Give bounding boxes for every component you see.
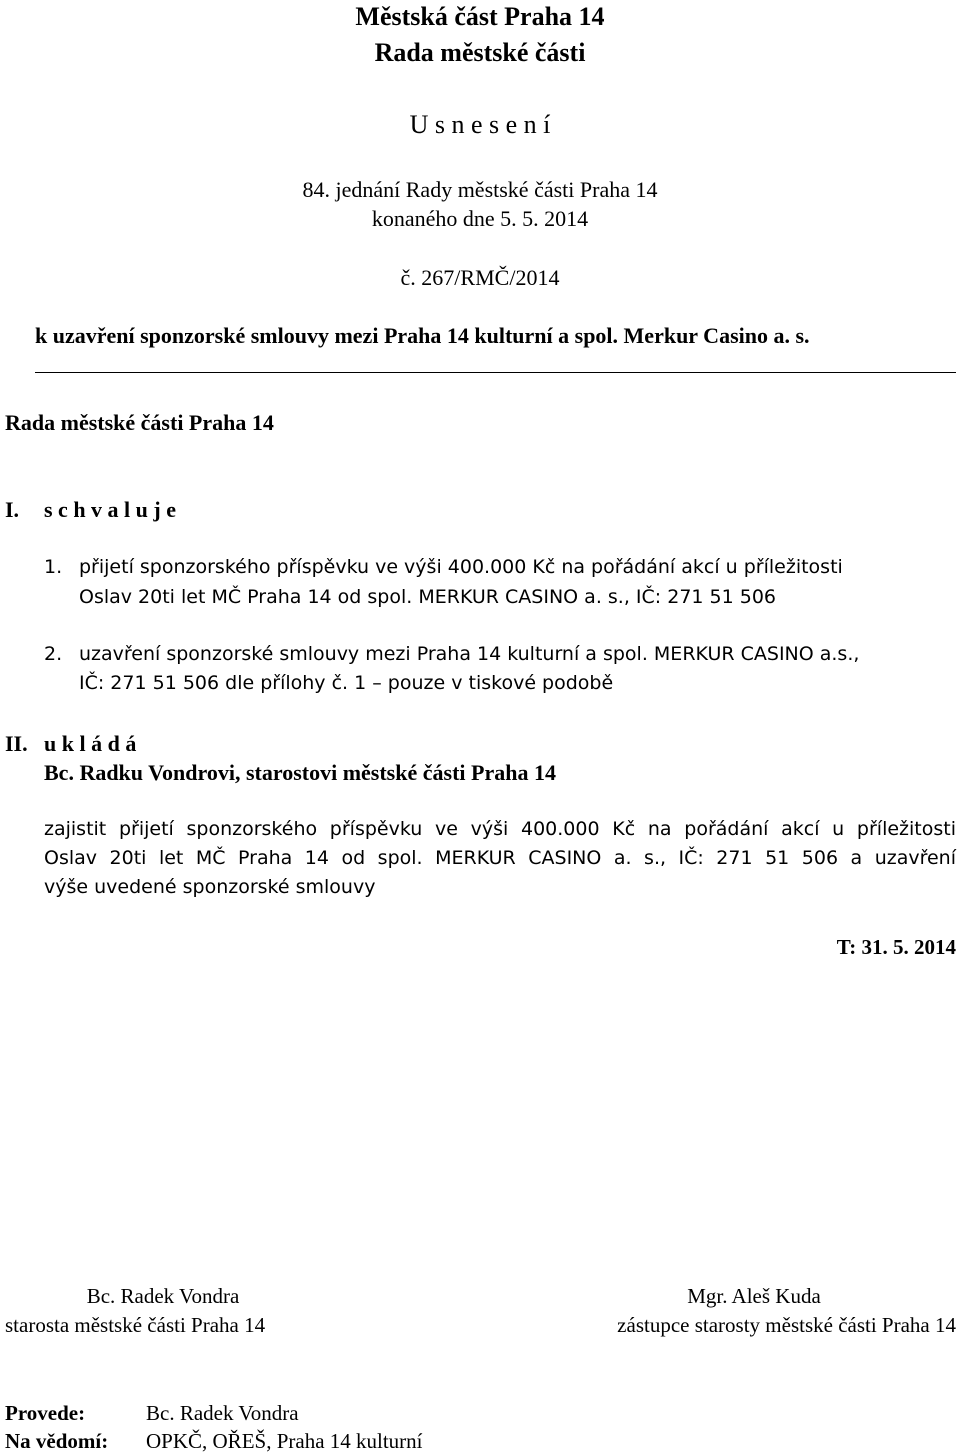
item-1-line-1: přijetí sponzorského příspěvku ve výši 400.000 Kč na pořádání akcí u příležitosti	[79, 556, 843, 578]
meeting-line: 84. jednání Rady městské části Praha 14	[302, 177, 658, 202]
section-1-numeral: I.	[5, 497, 20, 522]
left-signatory-name: Bc. Radek Vondra	[86, 1284, 240, 1308]
provede-label: Provede:	[5, 1401, 86, 1425]
provede-value: Bc. Radek Vondra	[146, 1401, 299, 1425]
item-2-line-2: IČ: 271 51 506 dle přílohy č. 1 – pouze v tiskové podobě	[79, 672, 614, 694]
section-2-verb: u k l á d á	[44, 731, 137, 756]
section-2-numeral: II.	[5, 731, 28, 756]
task-line-3: výše uvedené sponzorské smlouvy	[44, 876, 376, 898]
resolution-subject: k uzavření sponzorské smlouvy mezi Praha 14 kulturní a spol. Merkur Casino a. s.	[35, 323, 810, 348]
right-signatory-title: zástupce starosty městské části Praha 14	[617, 1313, 956, 1337]
council-title: Rada městské části	[374, 38, 586, 67]
task-line-1: zajistit přijetí sponzorského příspěvku ve výši 400.000 Kč na pořádání akcí u příležitosti	[44, 818, 956, 840]
task-line-2: Oslav 20ti let MČ Praha 14 od spol. MERKUR CASINO a. s., IČ: 271 51 506 a uzavření	[44, 847, 956, 869]
item-2-line-1: uzavření sponzorské smlouvy mezi Praha 14 kulturní a spol. MERKUR CASINO a.s.,	[79, 643, 860, 665]
item-2-number: 2.	[44, 643, 63, 665]
municipality-title: Městská část Praha 14	[355, 2, 605, 31]
section-2-addressee: Bc. Radku Vondrovi, starostovi městské části Praha 14	[44, 760, 556, 785]
section-1-verb: s c h v a l u j e	[44, 497, 176, 522]
right-signatory-name: Mgr. Aleš Kuda	[687, 1284, 821, 1308]
left-signatory-title: starosta městské části Praha 14	[5, 1313, 266, 1337]
authority-line: Rada městské části Praha 14	[5, 410, 274, 435]
document-type: U s n e s e n í	[409, 110, 551, 139]
resolution-number: č. 267/RMČ/2014	[400, 265, 560, 290]
item-1-number: 1.	[44, 556, 63, 578]
header-divider	[35, 372, 956, 373]
item-1-line-2: Oslav 20ti let MČ Praha 14 od spol. MERKUR CASINO a. s., IČ: 271 51 506	[79, 586, 777, 608]
na-vedomi-value: OPKČ, OŘEŠ, Praha 14 kulturní	[146, 1429, 423, 1453]
meeting-date: konaného dne 5. 5. 2014	[371, 206, 589, 231]
na-vedomi-label: Na vědomí:	[5, 1429, 109, 1453]
deadline: T: 31. 5. 2014	[836, 935, 956, 959]
